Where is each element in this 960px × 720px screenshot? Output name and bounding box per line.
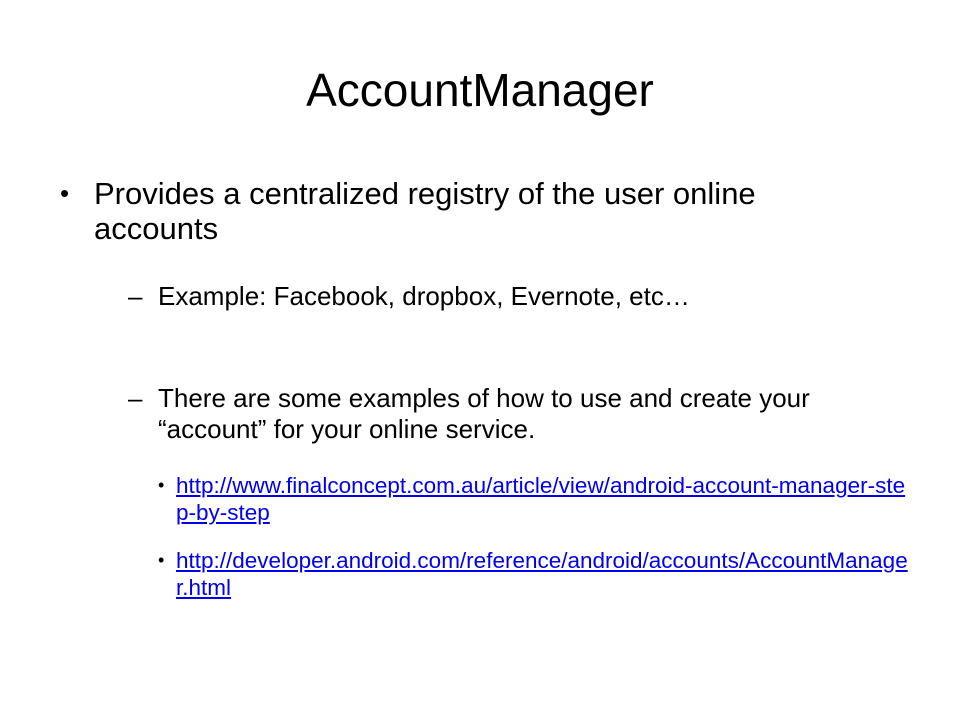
link-item-android-developer [158,547,911,601]
sub-bullet-text: Example: Facebook, dropbox, Evernote, etc… [158,281,690,311]
sub-bullet-item-example [128,281,838,312]
bullet-dot-icon: • [158,475,165,495]
sub-bullet-text: There are some examples of how to use and create your “account” for your online service. [158,383,810,444]
bullet-dot-icon: • [60,178,70,208]
finalconcept-link[interactable]: http://www.finalconcept.com.au/article/view/android-account-manager-step-by-step [176,473,906,525]
dash-bullet-icon: – [128,383,143,413]
link-item-finalconcept [158,472,911,526]
bullet-text: Provides a centralized registry of the user online accounts [94,176,756,246]
slide-title: AccountManager [306,64,654,116]
sub-bullet-item-examples-howto [128,383,838,445]
bullet-item-registry [60,176,834,246]
android-developer-link[interactable]: http://developer.android.com/reference/android/accounts/AccountManager.html [176,548,908,600]
dash-bullet-icon: – [128,281,143,311]
bullet-dot-icon: • [158,550,165,570]
